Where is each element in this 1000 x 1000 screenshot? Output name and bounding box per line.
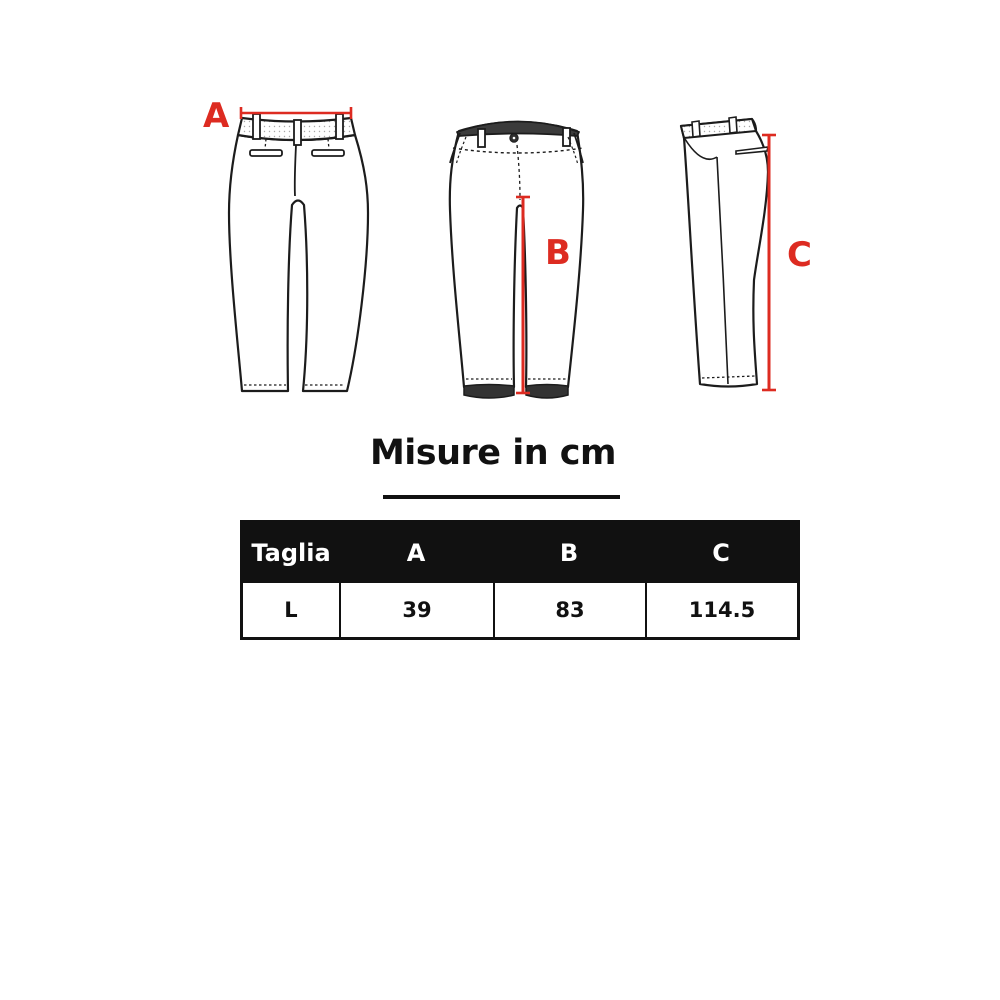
- pants-side-body: [681, 119, 768, 387]
- pants-back-view-drawing: [198, 95, 373, 410]
- table-header-c: C: [645, 523, 797, 583]
- leg-hem-dark: [464, 385, 514, 399]
- waist-button-center: [513, 137, 516, 140]
- table-cell-b: 83: [493, 583, 645, 637]
- table-header-taglia: Taglia: [243, 523, 339, 583]
- belt-loop: [253, 114, 260, 139]
- belt-loop: [294, 120, 301, 145]
- measure-label-c: C: [787, 235, 812, 275]
- back-pocket-welt: [250, 150, 282, 156]
- leg-hem-dark: [526, 385, 568, 399]
- belt-loop: [336, 114, 343, 139]
- table-header-a: A: [339, 523, 493, 583]
- belt-loop: [478, 129, 485, 147]
- back-pocket-welt: [312, 150, 344, 156]
- size-table: [240, 520, 800, 640]
- page-title: Misure in cm: [369, 433, 617, 473]
- belt-loop: [729, 117, 737, 133]
- belt-loop: [563, 128, 570, 146]
- table-cell-c: 114.5: [645, 583, 797, 637]
- waistband-inner-dark: [457, 122, 579, 137]
- table-cell-size: L: [243, 583, 339, 637]
- belt-loop: [692, 121, 700, 137]
- table-cell-a: 39: [339, 583, 493, 637]
- table-header-b: B: [493, 523, 645, 583]
- pants-back-body: [229, 135, 368, 391]
- measure-label-a: A: [203, 96, 230, 136]
- title-underline: [383, 495, 620, 499]
- pants-front-view-drawing: [440, 105, 610, 405]
- measure-label-b: B: [545, 233, 571, 273]
